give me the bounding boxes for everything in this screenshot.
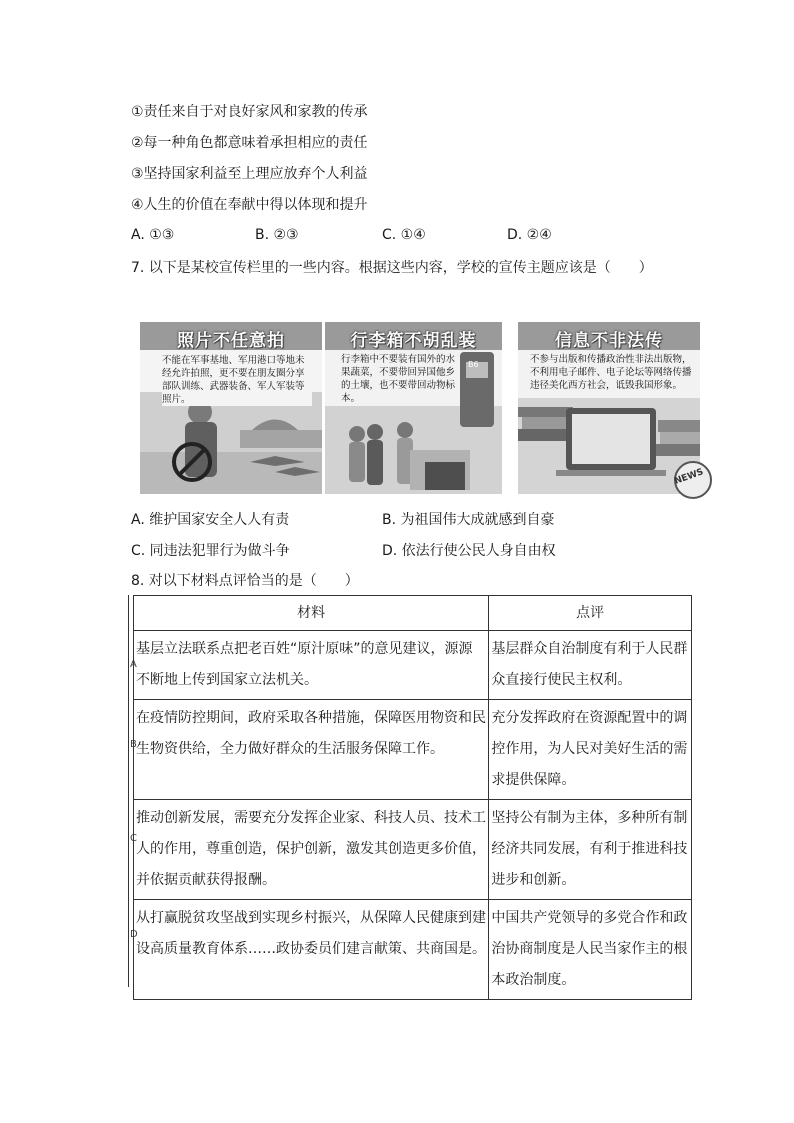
q8-material-table	[133, 595, 692, 1000]
table-row	[134, 631, 692, 700]
q6-option-a[interactable]: A. ①③	[131, 227, 175, 243]
material-cell: 从打赢脱贫攻坚战到实现乡村振兴，从保障人民健康到建设高质量教育体系……政协委员们建言献策、共商国是。	[134, 900, 489, 1000]
material-cell: 推动创新发展，需要充分发挥企业家、科技人员、技术工人的作用，尊重创造，保护创新，激发其创造更多价值，并依据贡献获得报酬。	[134, 800, 489, 900]
q8-stem: 8. 对以下材料点评恰当的是（ ）	[131, 573, 359, 589]
q7-option-a[interactable]: A. 维护国家安全人人有责	[131, 512, 290, 528]
table-row	[134, 900, 692, 1000]
q7-stem: 7. 以下是某校宣传栏里的一些内容。根据这些内容，学校的宣传主题应该是（ ）	[131, 260, 653, 276]
row-letter-a: A	[130, 659, 137, 670]
comment-cell: 基层群众自治制度有利于人民群众直接行使民主权利。	[489, 631, 692, 700]
panel-text: 不能在军事基地、军用港口等地未经允许拍照，更不要在朋友圈分享部队训练、武器装备、军人军装等照片。	[162, 354, 312, 406]
table-row	[134, 700, 692, 800]
header-material: 材料	[134, 596, 489, 631]
row-letter-d: D	[130, 929, 138, 940]
panel-title: 照片不任意拍	[177, 331, 285, 351]
gate-sign-label: B6	[468, 360, 479, 369]
q7-options-row2	[131, 540, 691, 560]
statement-3: ③坚持国家利益至上理应放弃个人利益	[131, 166, 368, 182]
q7-option-c[interactable]: C. 同违法犯罪行为做斗争	[131, 543, 290, 559]
q6-option-c[interactable]: C. ①④	[382, 227, 426, 243]
material-cell: 基层立法联系点把老百姓“原汁原味”的意见建议，源源不断地上传到国家立法机关。	[134, 631, 489, 700]
statement-1: ①责任来自于对良好家风和家教的传承	[131, 104, 368, 120]
comment-cell: 中国共产党领导的多党合作和政治协商制度是人民当家作主的根本政治制度。	[489, 900, 692, 1000]
news-label: NEWS	[673, 467, 705, 487]
poster-panel-luggage	[325, 322, 502, 494]
panel-title: 行李箱不胡乱装	[350, 331, 477, 351]
table-row	[134, 800, 692, 900]
q6-options	[131, 227, 691, 247]
table-header-row	[134, 596, 692, 631]
panel-text: 行李箱中不要装有国外的水果蔬菜，不要带回异国他乡的土壤，也不要带回动物标本。	[341, 354, 456, 404]
row-letter-c: C	[130, 833, 137, 844]
row-letter-b: B	[130, 739, 137, 750]
q7-option-d[interactable]: D. 依法行使公民人身自由权	[382, 543, 556, 559]
q6-option-d[interactable]: D. ②④	[507, 227, 552, 243]
statement-2: ②每一种角色都意味着承担相应的责任	[131, 135, 368, 151]
statement-4: ④人生的价值在奉献中得以体现和提升	[131, 197, 368, 213]
panel-text: 不参与出版和传播政治性非法出版物，不利用电子邮件、电子论坛等网络传播违径美化西方社会，诋毁我国形象。	[530, 354, 692, 391]
q7-options-row1	[131, 509, 691, 529]
header-comment: 点评	[489, 596, 692, 631]
q7-option-b[interactable]: B. 为祖国伟大成就感到自豪	[382, 512, 555, 528]
q6-option-b[interactable]: B. ②③	[255, 227, 299, 243]
material-cell: 在疫情防控期间，政府采取各种措施，保障医用物资和民生物资供给，全力做好群众的生活服务保障工作。	[134, 700, 489, 800]
poster-panel-photos	[140, 322, 322, 494]
panel-title: 信息不非法传	[555, 331, 663, 351]
comment-cell: 充分发挥政府在资源配置中的调控作用，为人民对美好生活的需求提供保障。	[489, 700, 692, 800]
comment-cell: 坚持公有制为主体，多种所有制经济共同发展，有利于推进科技进步和创新。	[489, 800, 692, 900]
poster-panel-information	[518, 322, 705, 494]
